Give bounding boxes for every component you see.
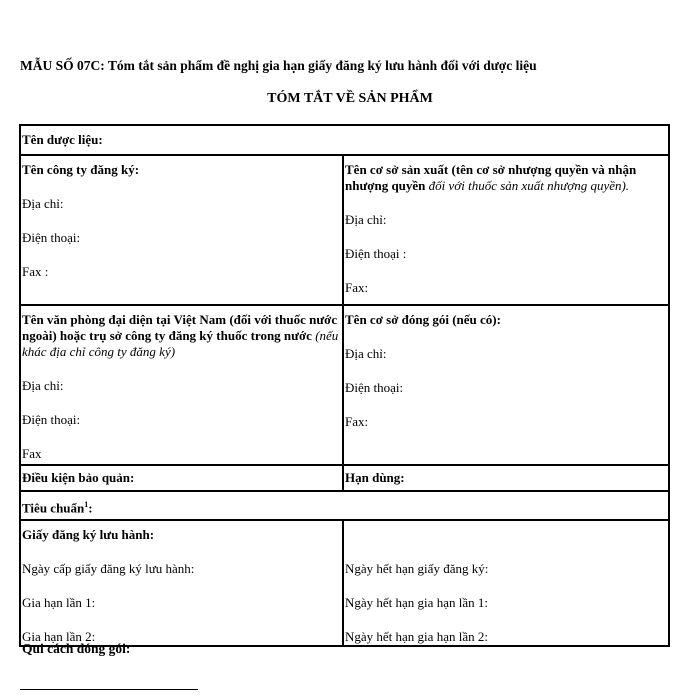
section-heading: TÓM TẮT VỀ SẢN PHẨM xyxy=(267,91,433,106)
company-cell xyxy=(20,155,343,305)
packager-address-label: Địa chỉ: xyxy=(345,346,387,361)
form-title: MẪU SỐ 07C: Tóm tắt sản phẩm đề nghị gia hạn giấy đăng ký lưu hành đối với dược liệu xyxy=(20,58,537,73)
row-ten-duoc-lieu xyxy=(20,125,669,155)
shelf-life-label: Hạn dùng: xyxy=(345,470,405,485)
footnote-marker: 1 xyxy=(84,500,89,509)
company-name-label: Tên công ty đăng ký: xyxy=(22,162,140,177)
company-fax-label: Fax : xyxy=(22,264,49,279)
manufacturer-address-label: Địa chỉ: xyxy=(345,212,387,227)
office-address-label: Địa chỉ: xyxy=(22,378,64,393)
shelf-life-cell xyxy=(343,465,669,491)
manufacturer-note: đối với thuốc sản xuất nhượng quyền). xyxy=(428,178,630,193)
manufacturer-label: Tên cơ sở sản xuất (tên cơ sở nhượng quyền và nhận nhượng quyền xyxy=(345,162,637,193)
storage-cell xyxy=(20,465,343,491)
packager-label: Tên cơ sở đóng gói (nếu có): xyxy=(345,312,501,327)
row-standard: Tiêu chuẩn$^1$: xyxy=(20,491,669,520)
manufacturer-phone-label: Điện thoại : xyxy=(345,246,407,261)
storage-condition-label: Điều kiện bảo quản: xyxy=(22,470,135,485)
office-phone-label: Điện thoại: xyxy=(22,412,81,427)
row-registration xyxy=(20,520,669,646)
packaging-spec-label: Qui cách đóng gói: xyxy=(22,641,131,656)
manufacturer-cell xyxy=(343,155,669,305)
renewal-2-expiry-label: Ngày hết hạn gia hạn lần 2: xyxy=(345,629,488,644)
row-storage-shelf-life xyxy=(20,465,669,491)
renewal-1-expiry-label: Ngày hết hạn gia hạn lần 1: xyxy=(345,595,488,610)
row-office-packager xyxy=(20,305,669,465)
standard-label: Tiêu chuẩn xyxy=(22,500,85,516)
packager-cell xyxy=(343,305,669,465)
ten-duoc-lieu-label: Tên dược liệu: xyxy=(22,132,103,147)
footnote-divider xyxy=(20,689,198,690)
company-address-label: Địa chỉ: xyxy=(22,196,64,211)
office-fax-label: Fax xyxy=(22,446,42,461)
registration-label: Giấy đăng ký lưu hành: xyxy=(22,527,155,542)
issue-date-label: Ngày cấp giấy đăng ký lưu hành: xyxy=(22,561,195,576)
office-cell xyxy=(20,305,343,465)
manufacturer-fax-label: Fax: xyxy=(345,280,369,295)
company-phone-label: Điện thoại: xyxy=(22,230,81,245)
office-note: (nếu khác địa chỉ công ty đăng ký) xyxy=(22,328,339,359)
registration-right-cell xyxy=(343,520,669,646)
row-company-manufacturer xyxy=(20,155,669,305)
renewal-1-label: Gia hạn lần 1: xyxy=(22,595,96,610)
product-summary-table xyxy=(19,124,670,647)
registration-left-cell xyxy=(20,520,343,646)
renewal-2-label: Gia hạn lần 2: xyxy=(22,629,96,644)
office-label: Tên văn phòng đại diện tại Việt Nam (đối với thuốc nước ngoài) hoặc trụ sở công ty đăng ký thuốc trong nước xyxy=(22,312,338,343)
expiry-date-label: Ngày hết hạn giấy đăng ký: xyxy=(345,561,489,576)
packager-fax-label: Fax: xyxy=(345,414,369,429)
packager-phone-label: Điện thoại: xyxy=(345,380,404,395)
